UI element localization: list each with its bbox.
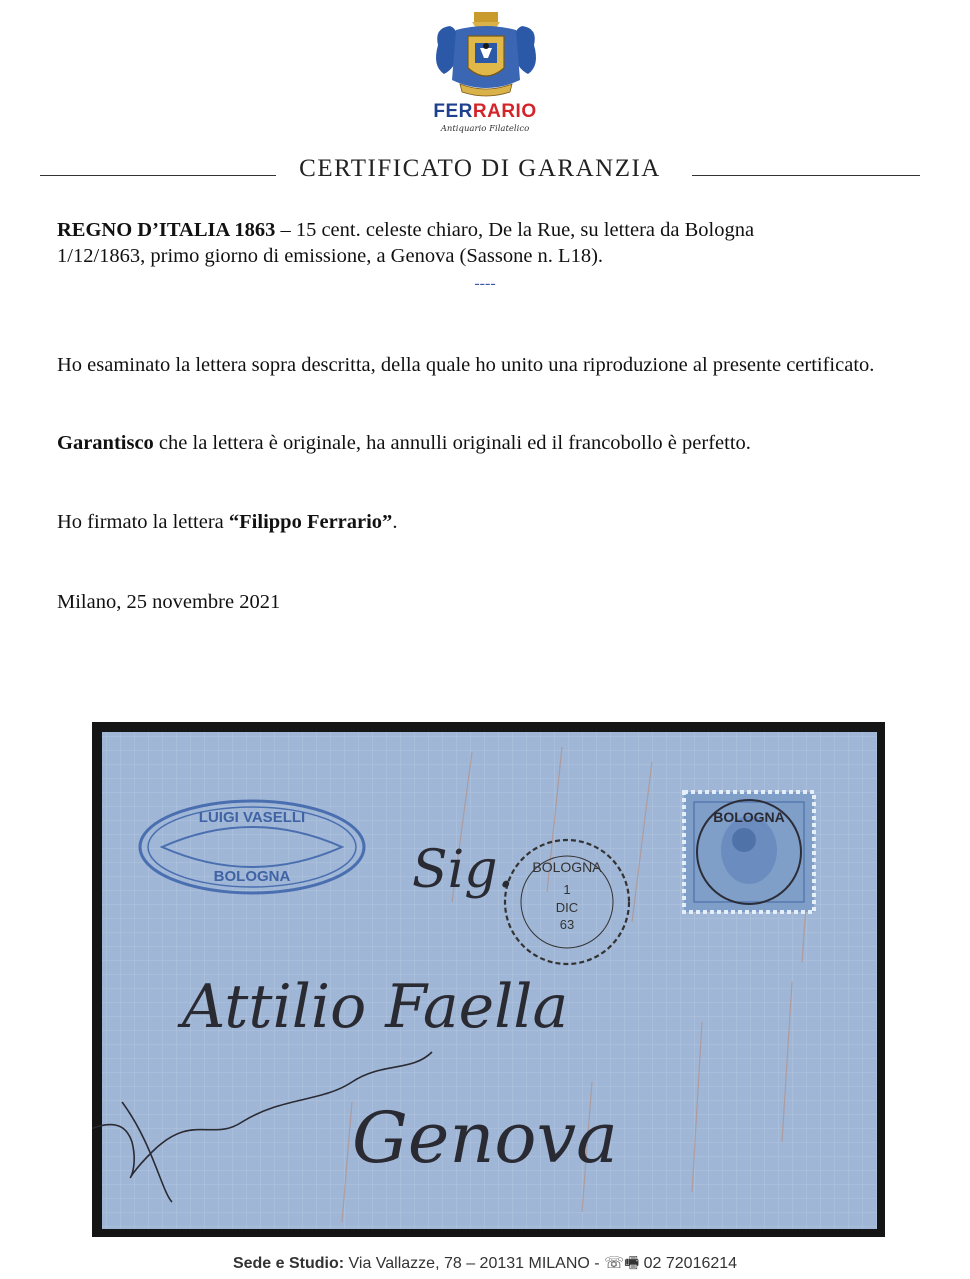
title-rule-right xyxy=(692,175,920,176)
footer-label: Sede e Studio: xyxy=(232,1255,345,1272)
postmark-city: BOLOGNA xyxy=(532,859,602,875)
description-line1 xyxy=(57,217,910,243)
signed-prefix: Ho firmato la lettera xyxy=(57,511,229,533)
certificate-title-row xyxy=(40,155,920,187)
cachet-line2: BOLOGNA xyxy=(213,868,291,885)
description-heading: REGNO D’ITALIA 1863 xyxy=(57,219,276,241)
guarantee-bold: Garantisco xyxy=(57,432,154,454)
description-separator: ---- xyxy=(474,275,496,292)
cachet-line1: LUIGI VASELLI xyxy=(198,809,306,826)
address-line2: Attilio Faella xyxy=(182,972,569,1042)
place-date: Milano, 25 novembre 2021 xyxy=(57,591,281,613)
postmark-month: DIC xyxy=(555,900,579,915)
postage-stamp xyxy=(684,792,814,912)
stamp-cancel-text: BOLOGNA xyxy=(713,809,785,825)
statement-guarantee xyxy=(57,430,910,456)
telephone-fax-icon: ☏🖷 xyxy=(604,1255,640,1272)
signed-name: “Filippo Ferrario” xyxy=(228,511,393,533)
footer-address-text: Via Vallazze, 78 – 20131 MILANO - xyxy=(344,1255,605,1272)
letter-image xyxy=(92,722,885,1237)
statement-signed xyxy=(57,509,910,535)
brand-name: FERRARIO xyxy=(433,101,537,122)
item-description xyxy=(57,217,910,269)
certificate-title: CERTIFICATO DI GARANZIA xyxy=(299,155,661,182)
footer-phone: 02 72016214 xyxy=(639,1255,738,1272)
statement-examined: Ho esaminato la lettera sopra descritta, della quale ho unito una riproduzione al presente certificato. xyxy=(57,354,875,376)
description-line2: 1/12/1863, primo giorno di emissione, a Genova (Sassone n. L18). xyxy=(57,245,604,267)
signed-suffix: . xyxy=(392,511,398,533)
guarantee-rest: che la lettera è originale, ha annulli originali ed il francobollo è perfetto. xyxy=(153,432,751,454)
footer-address xyxy=(0,1252,970,1279)
description-line1-text: – 15 cent. celeste chiaro, De la Rue, su lettera da Bologna xyxy=(275,219,755,241)
letter-photo xyxy=(92,722,885,1237)
address-line3: Genova xyxy=(352,1097,618,1179)
postmark-day: 1 xyxy=(563,882,571,897)
postmark-year: 63 xyxy=(559,917,575,932)
address-line1: Sig. xyxy=(412,840,515,900)
brand-tagline: Antiquario Filatelico xyxy=(440,124,530,134)
